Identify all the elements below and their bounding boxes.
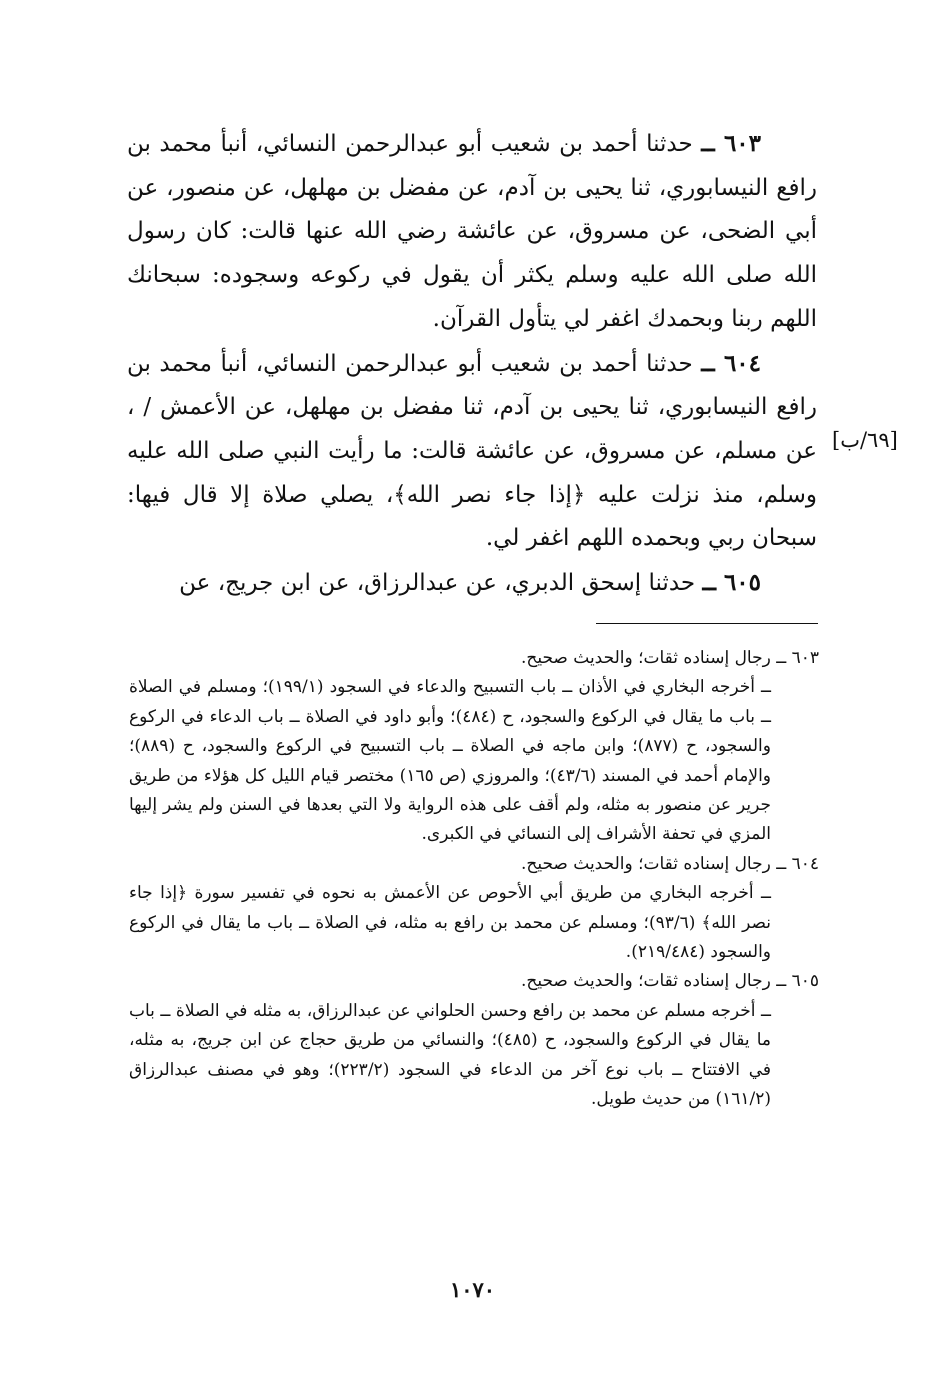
footnote-body: ــ أخرجه مسلم عن محمد بن رافع وحسن الحلواني عن عبدالرزاق، به مثله في الصلاة ــ باب ما يقال في الركوع والسجود، ح (٤٨٥)؛ والنسائي من طريق حجاج عن ابن جريج، به مثله، في الافتتاح ــ باب نوع آخر من الدعاء في السجود (٢٢٣/٢)؛ وهو في مصنف عبدالرزاق (١٦١/٢) من حديث طويل. — [129, 1000, 771, 1110]
page-number: ١٠٧٠ — [449, 1277, 496, 1302]
manuscript-folio-ref: [٦٩/ب] — [832, 428, 898, 452]
hadith-604 — [127, 342, 817, 562]
footnotes — [129, 644, 819, 1115]
footnote-body: ــ أخرجه البخاري في الأذان ــ باب التسبيح والدعاء في السجود (١٩٩/١)؛ ومسلم في الصلاة ــ باب ما يقال في الركوع والسجود، ح (٤٨٤)؛ وأبو داود في الصلاة ــ باب الدعاء في الركوع والسجود، ح (٨٧٧)؛ وابن ماجه في الصلاة ــ باب التسبيح في الركوع والسجود، ح (٨٨٩)؛ والإمام أحمد في المسند (٤٣/٦)؛ والمروزي (ص ١٦٥) مختصر قيام الليل كل هؤلاء من طريق جرير عن منصور به مثله، ولم أقف على هذه الرواية ولا التي بعدها في السنن ولم يشر إليها المزي في تحفة الأشراف إلى النسائي في الكبرى. — [129, 677, 772, 845]
footnote-divider — [596, 623, 818, 624]
hadith-number: ٦٠٣ ــ — [701, 130, 761, 157]
hadith-number: ٦٠٥ ــ — [702, 569, 761, 597]
footnote-heading: ٦٠٥ ــ رجال إسناده ثقات؛ والحديث صحيح. — [520, 971, 819, 992]
hadith-text: حدثنا أحمد بن شعيب أبو عبدالرحمن النسائي، أنبأ محمد بن رافع النيسابوري، ثنا يحيى بن آدم، عن مفضل بن مهلهل، عن منصور، عن أبي الضحى، عن مسروق، عن عائشة رضي الله عنها قالت: كان رسول الله صلى الله عليه وسلم يكثر أن يقول في ركوعه وسجوده: سبحانك اللهم ربنا وبحمدك اغفر لي يتأول القرآن. — [127, 131, 817, 332]
main-text — [127, 122, 817, 606]
footnote-heading: ٦٠٣ ــ رجال إسناده ثقات؛ والحديث صحيح. — [520, 648, 819, 668]
footnote-heading: ٦٠٤ ــ رجال إسناده ثقات؛ والحديث صحيح. — [520, 853, 819, 874]
hadith-603 — [127, 122, 817, 342]
footnote-body: ــ أخرجه البخاري من طريق أبي الأحوص عن الأعمش به نحوه في تفسير سورة ﴿إذا جاء نصر الله﴾ (٩٣/٦)؛ ومسلم عن محمد بن رافع به مثله، في الصلاة ــ باب ما يقال في الركوع والسجود (٢١٩/٤٨٤). — [129, 883, 771, 963]
hadith-605 — [127, 561, 817, 606]
hadith-text: حدثنا إسحق الدبري، عن عبدالرزاق، عن ابن جريج، عن — [179, 570, 696, 597]
hadith-text: حدثنا أحمد بن شعيب أبو عبدالرحمن النسائي، أنبأ محمد بن رافع النيسابوري، ثنا يحيى بن آدم، ثنا مفضل بن مهلهل، عن الأعمش / ، عن مسلم، عن مسروق، عن عائشة قالت: ما رأيت النبي صلى الله عليه وسلم، منذ نزلت عليه ﴿إذا جاء نصر الله﴾، يصلي صلاة إلا قال فيها: سبحان ربي وبحمده اللهم اغفر لي. — [127, 350, 817, 552]
hadith-number: ٦٠٤ ــ — [701, 349, 761, 377]
